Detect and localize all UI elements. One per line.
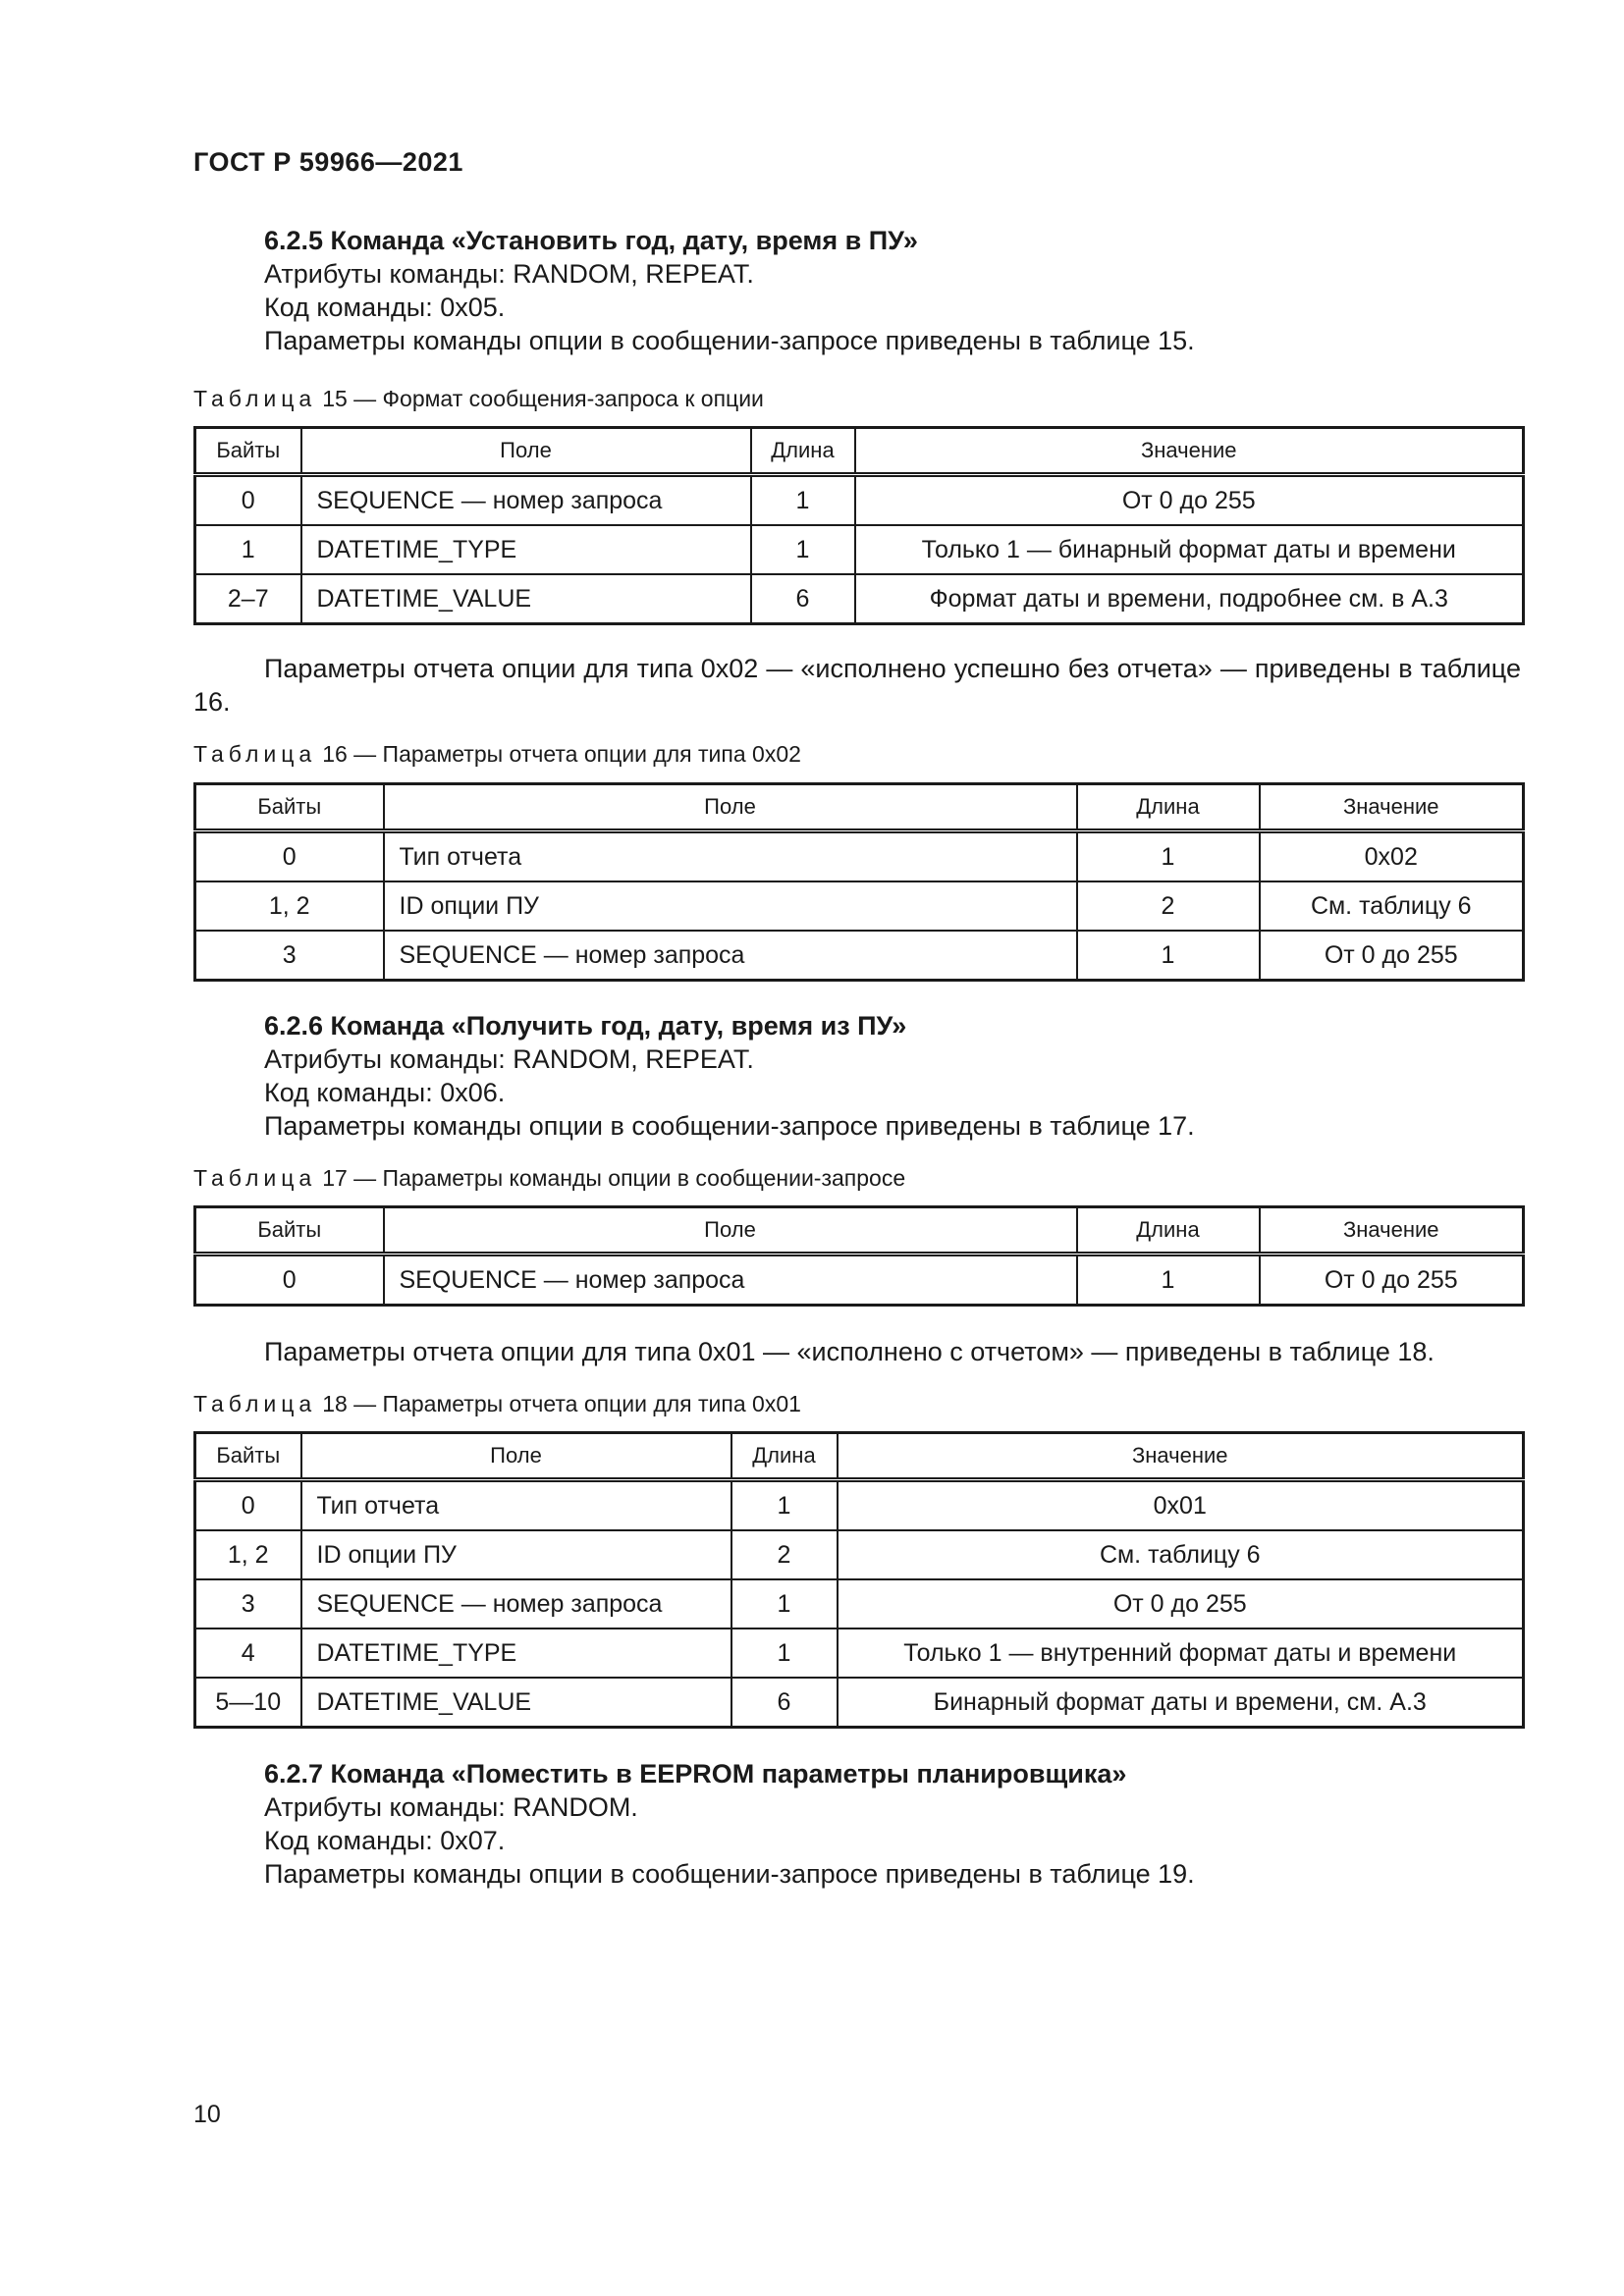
table-caption-text: 18 — Параметры отчета опции для типа 0x01 (322, 1391, 801, 1416)
table-row (195, 931, 1524, 981)
section-title: 6.2.5 Команда «Установить год, дату, время в ПУ» (264, 226, 918, 255)
value-cell: Только 1 — бинарный формат даты и времени (855, 525, 1524, 574)
paragraph-table-18-intro (193, 1335, 1521, 1368)
value-cell: Бинарный формат даты и времени, см. А.3 (838, 1678, 1524, 1728)
table-caption-text: 16 — Параметры отчета опции для типа 0x02 (322, 741, 801, 767)
value-cell: 0x02 (1260, 831, 1524, 882)
length-cell: 1 (731, 1629, 838, 1678)
field-cell: DATETIME_TYPE (301, 525, 751, 574)
column-header: Длина (1077, 1207, 1260, 1255)
column-header: Поле (384, 784, 1077, 831)
command-params-text: Параметры команды опции в сообщении-запросе приведены в таблице 15. (264, 326, 1195, 355)
command-code: Код команды: 0x05. (264, 293, 506, 322)
table-18 (193, 1431, 1525, 1729)
value-cell: От 0 до 255 (838, 1579, 1524, 1629)
length-cell: 1 (731, 1480, 838, 1531)
value-cell: См. таблицу 6 (838, 1530, 1524, 1579)
field-cell: SEQUENCE — номер запроса (384, 1255, 1077, 1306)
table-header-row (195, 1433, 1524, 1480)
table-caption-text: 15 — Формат сообщения-запроса к опции (322, 386, 764, 411)
table-17-caption (193, 1164, 905, 1192)
value-cell: 0x01 (838, 1480, 1524, 1531)
command-params-text: Параметры команды опции в сообщении-запросе приведены в таблице 19. (264, 1859, 1195, 1889)
table-caption-word: Таблица (193, 386, 317, 411)
column-header: Длина (1077, 784, 1260, 831)
table-header-row (195, 784, 1524, 831)
length-cell: 1 (731, 1579, 838, 1629)
column-header: Длина (751, 428, 855, 475)
table-caption-word: Таблица (193, 741, 317, 767)
bytes-cell: 4 (195, 1629, 301, 1678)
length-cell: 6 (751, 574, 855, 624)
table-header-row (195, 428, 1524, 475)
table-row (195, 574, 1524, 624)
length-cell: 2 (731, 1530, 838, 1579)
length-cell: 6 (731, 1678, 838, 1728)
table-15-caption (193, 385, 764, 412)
table-row (195, 1579, 1524, 1629)
command-attributes: Атрибуты команды: RANDOM, REPEAT. (264, 1044, 754, 1074)
bytes-cell: 1, 2 (195, 1530, 301, 1579)
table-row (195, 1678, 1524, 1728)
page-number: 10 (193, 2101, 221, 2128)
table-16-caption (193, 740, 801, 768)
field-cell: DATETIME_VALUE (301, 574, 751, 624)
table-row (195, 881, 1524, 931)
table-caption-word: Таблица (193, 1165, 317, 1191)
table-16 (193, 782, 1525, 982)
command-params-text: Параметры команды опции в сообщении-запросе приведены в таблице 17. (264, 1111, 1195, 1141)
column-header: Значение (1260, 784, 1524, 831)
value-cell: Только 1 — внутренний формат даты и времени (838, 1629, 1524, 1678)
column-header: Байты (195, 428, 301, 475)
column-header: Значение (855, 428, 1524, 475)
bytes-cell: 0 (195, 1255, 384, 1306)
table-row (195, 1255, 1524, 1306)
column-header: Поле (384, 1207, 1077, 1255)
table-row (195, 1629, 1524, 1678)
body-paragraph: Параметры отчета опции для типа 0x01 — «исполнено с отчетом» — приведены в таблице 18. (264, 1337, 1435, 1366)
field-cell: DATETIME_TYPE (301, 1629, 731, 1678)
field-cell: ID опции ПУ (384, 881, 1077, 931)
bytes-cell: 5—10 (195, 1678, 301, 1728)
field-cell: ID опции ПУ (301, 1530, 731, 1579)
column-header: Байты (195, 784, 384, 831)
field-cell: SEQUENCE — номер запроса (384, 931, 1077, 981)
column-header: Длина (731, 1433, 838, 1480)
section-title: 6.2.6 Команда «Получить год, дату, время из ПУ» (264, 1011, 907, 1041)
bytes-cell: 1, 2 (195, 881, 384, 931)
column-header: Значение (1260, 1207, 1524, 1255)
command-attributes: Атрибуты команды: RANDOM, REPEAT. (264, 259, 754, 289)
bytes-cell: 0 (195, 475, 301, 526)
table-row (195, 525, 1524, 574)
section-title: 6.2.7 Команда «Поместить в EEPROM параметры планировщика» (264, 1759, 1127, 1789)
field-cell: Тип отчета (301, 1480, 731, 1531)
column-header: Байты (195, 1433, 301, 1480)
document-header: ГОСТ Р 59966—2021 (193, 147, 463, 177)
section-6-2-7 (193, 1757, 1521, 1891)
bytes-cell: 2–7 (195, 574, 301, 624)
section-6-2-5 (193, 224, 1521, 357)
bytes-cell: 1 (195, 525, 301, 574)
section-6-2-6 (193, 1009, 1521, 1143)
value-cell: См. таблицу 6 (1260, 881, 1524, 931)
table-17 (193, 1205, 1525, 1307)
table-row (195, 831, 1524, 882)
column-header: Поле (301, 428, 751, 475)
body-paragraph: Параметры отчета опции для типа 0x02 — «исполнено успешно без отчета» — приведены в таблице 16. (193, 654, 1521, 717)
column-header: Байты (195, 1207, 384, 1255)
length-cell: 2 (1077, 881, 1260, 931)
table-row (195, 1480, 1524, 1531)
value-cell: От 0 до 255 (1260, 1255, 1524, 1306)
table-row (195, 475, 1524, 526)
value-cell: От 0 до 255 (855, 475, 1524, 526)
length-cell: 1 (751, 475, 855, 526)
length-cell: 1 (1077, 931, 1260, 981)
length-cell: 1 (1077, 831, 1260, 882)
column-header: Поле (301, 1433, 731, 1480)
field-cell: Тип отчета (384, 831, 1077, 882)
bytes-cell: 0 (195, 1480, 301, 1531)
column-header: Значение (838, 1433, 1524, 1480)
table-row (195, 1530, 1524, 1579)
bytes-cell: 0 (195, 831, 384, 882)
bytes-cell: 3 (195, 1579, 301, 1629)
field-cell: SEQUENCE — номер запроса (301, 475, 751, 526)
bytes-cell: 3 (195, 931, 384, 981)
value-cell: Формат даты и времени, подробнее см. в А.3 (855, 574, 1524, 624)
command-code: Код команды: 0x06. (264, 1078, 506, 1107)
value-cell: От 0 до 255 (1260, 931, 1524, 981)
table-18-caption (193, 1390, 801, 1417)
field-cell: SEQUENCE — номер запроса (301, 1579, 731, 1629)
length-cell: 1 (1077, 1255, 1260, 1306)
table-caption-word: Таблица (193, 1391, 317, 1416)
field-cell: DATETIME_VALUE (301, 1678, 731, 1728)
length-cell: 1 (751, 525, 855, 574)
table-caption-text: 17 — Параметры команды опции в сообщении-запросе (322, 1165, 906, 1191)
paragraph-table-16-intro (193, 652, 1521, 719)
command-attributes: Атрибуты команды: RANDOM. (264, 1792, 638, 1822)
table-header-row (195, 1207, 1524, 1255)
command-code: Код команды: 0x07. (264, 1826, 506, 1855)
table-15 (193, 426, 1525, 625)
